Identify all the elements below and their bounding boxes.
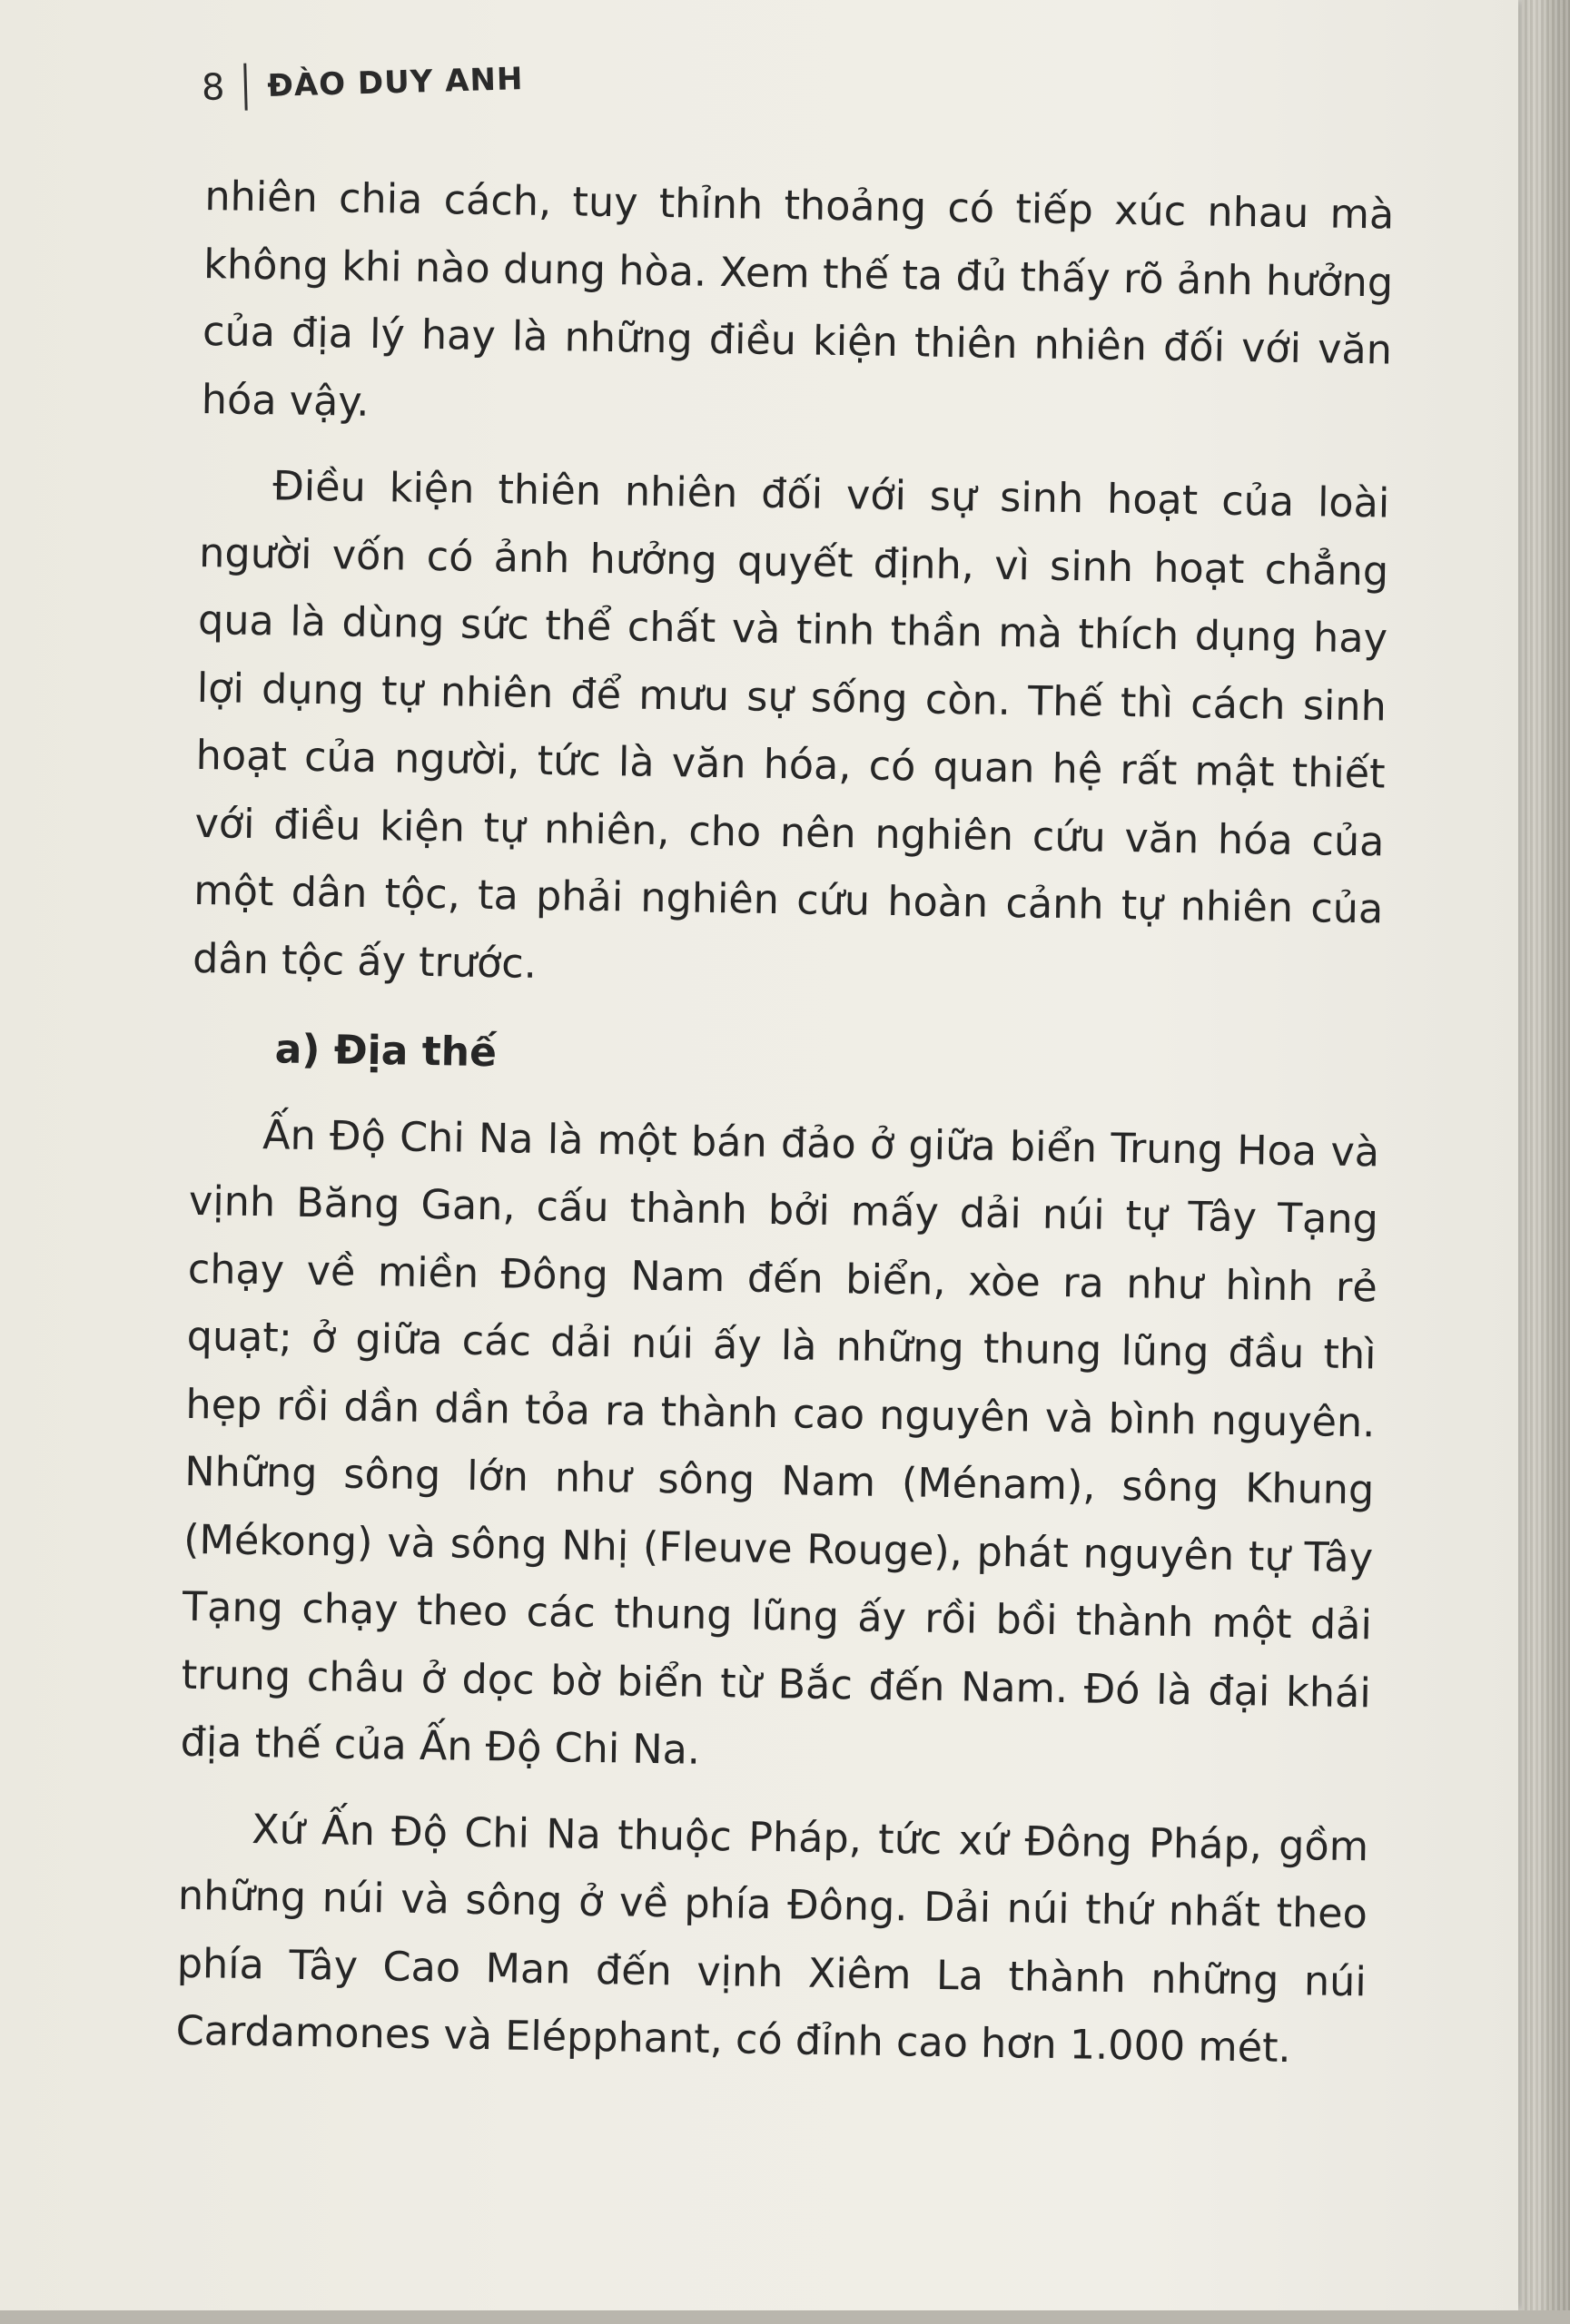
page-number: 8 [201,66,226,109]
paragraph-continued: nhiên chia cách, tuy thỉnh thoảng có tiếp xúc nhau mà không khi nào dung hòa. Xem thế ta đủ thấy rõ ảnh hưởng của địa lý hay là những điều kiện thiên nhiên đối với văn hóa vậy. [201,172,1395,426]
paragraph-natural-conditions: Điều kiện thiên nhiên đối với sự sinh hoạt của loài người vốn có ảnh hưởng quyết định, vì sinh hoạt chẳng qua là dùng sức thể chất và tinh thần mà thích dụng hay lợi dụng tự nhiên để mưu sự sống còn. Thế thì cách sinh hoạt của người, tức là văn hóa, có quan hệ rất mật thiết với điều kiện tự nhiên, cho nên nghiên cứu văn hóa của một dân tộc, ta phải nghiên cứu hoàn cảnh tự nhiên của dân tộc ấy trước. [192,463,1390,988]
page-body [175,163,1395,2084]
running-head-author: ĐÀO DUY ANH [266,61,524,104]
book-bottom-edge [0,2310,1570,2324]
section-heading-terrain: a) Địa thế [274,1026,498,1077]
page-header [201,47,524,120]
header-divider [244,64,248,111]
paragraph-french-indochina: Xứ Ấn Độ Chi Na thuộc Pháp, tức xứ Đông Pháp, gồm những núi và sông ở về phía Đông. Dải núi thứ nhất theo phía Tây Cao Man đến vịnh Xiêm La thành những núi Cardamones và Elépphant, có đỉnh cao hơn 1.000 mét. [175,1806,1369,2073]
book-page-edge [1522,0,1570,2324]
paragraph-indochina-geography: Ấn Độ Chi Na là một bán đảo ở giữa biển Trung Hoa và vịnh Băng Gan, cấu thành bởi mấy dải núi tự Tây Tạng chạy về miền Đông Nam đến biển, xòe ra như hình rẻ quạt; ở giữa các dải núi ấy là những thung lũng đầu thì hẹp rồi dần dần tỏa ra thành cao nguyên và bình nguyên. Những sông lớn như sông Nam (Ménam), sông Khung (Mékong) và sông Nhị (Fleuve Rouge), phát nguyên tự Tây Tạng chạy theo các thung lũng ấy rồi bồi thành một dải trung châu ở dọc bờ biển từ Bắc đến Nam. Đó là đại khái địa thế của Ấn Độ Chi Na. [180,1111,1380,1774]
